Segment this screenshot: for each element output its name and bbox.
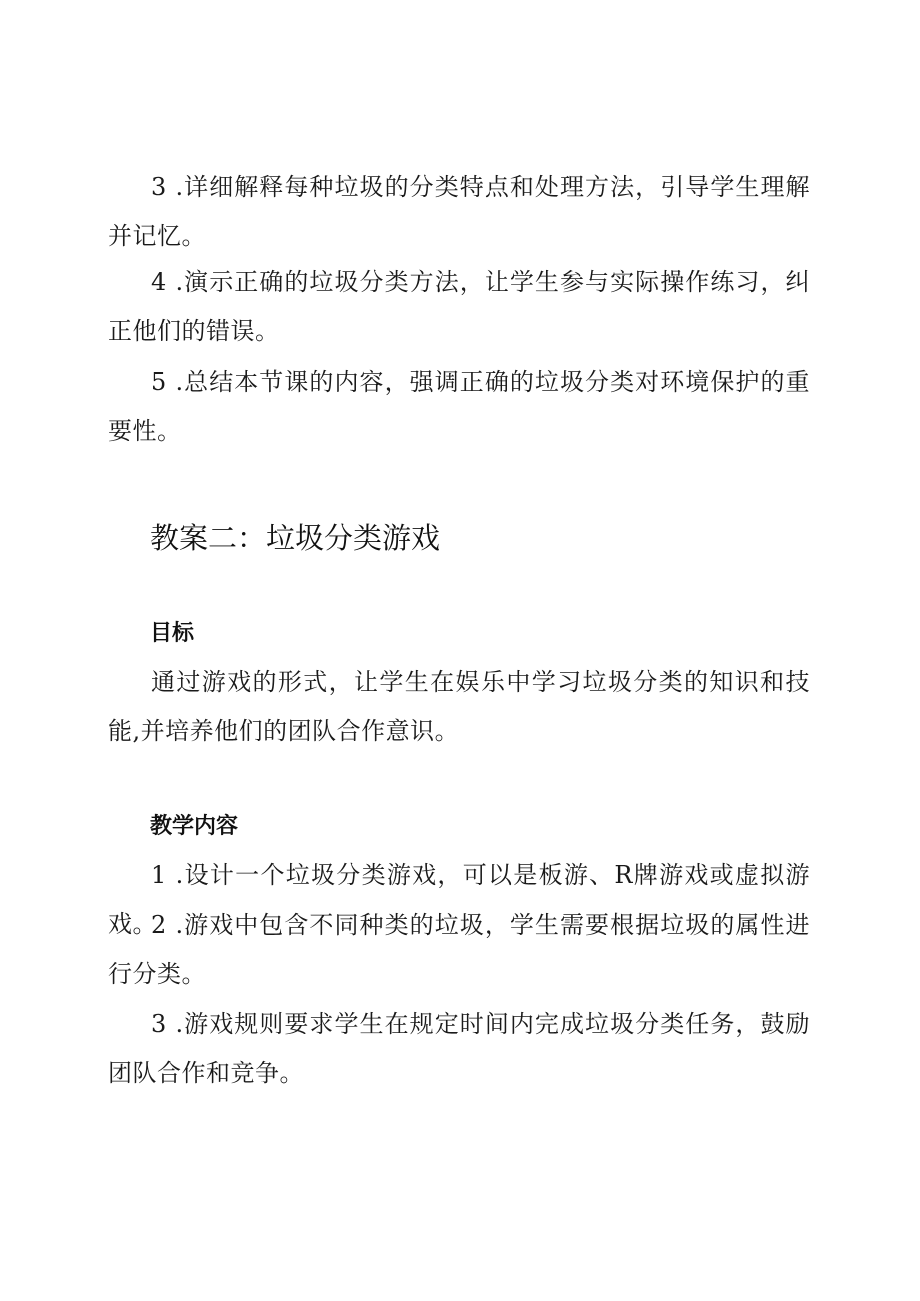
goal-paragraph: 通过游戏的形式，让学生在娱乐中学习垃圾分类的知识和技能,并培养他们的团队合作意识。 <box>108 668 810 745</box>
goal-heading: 目标 <box>150 621 195 646</box>
step-4-paragraph: 4 .演示正确的垃圾分类方法，让学生参与实际操作练习，纠正他们的错误。 <box>108 268 810 345</box>
step-5-paragraph: 5 .总结本节课的内容，强调正确的垃圾分类对环境保护的重要性。 <box>108 368 810 445</box>
game-step-1-paragraph: 1 .设计一个垃圾分类游戏，可以是板游、R牌游戏或虚拟游戏。 <box>108 861 810 938</box>
game-step-3-paragraph: 3 .游戏规则要求学生在规定时间内完成垃圾分类任务，鼓励团队合作和竞争。 <box>108 1010 810 1087</box>
teaching-content-heading: 教学内容 <box>150 814 239 839</box>
game-step-2-paragraph: 2 .游戏中包含不同种类的垃圾，学生需要根据垃圾的属性进行分类。 <box>108 911 810 988</box>
lesson-plan-two-title: 教案二：垃圾分类游戏 <box>150 521 441 555</box>
step-3-paragraph: 3 .详细解释每种垃圾的分类特点和处理方法，引导学生理解并记忆。 <box>108 173 810 250</box>
